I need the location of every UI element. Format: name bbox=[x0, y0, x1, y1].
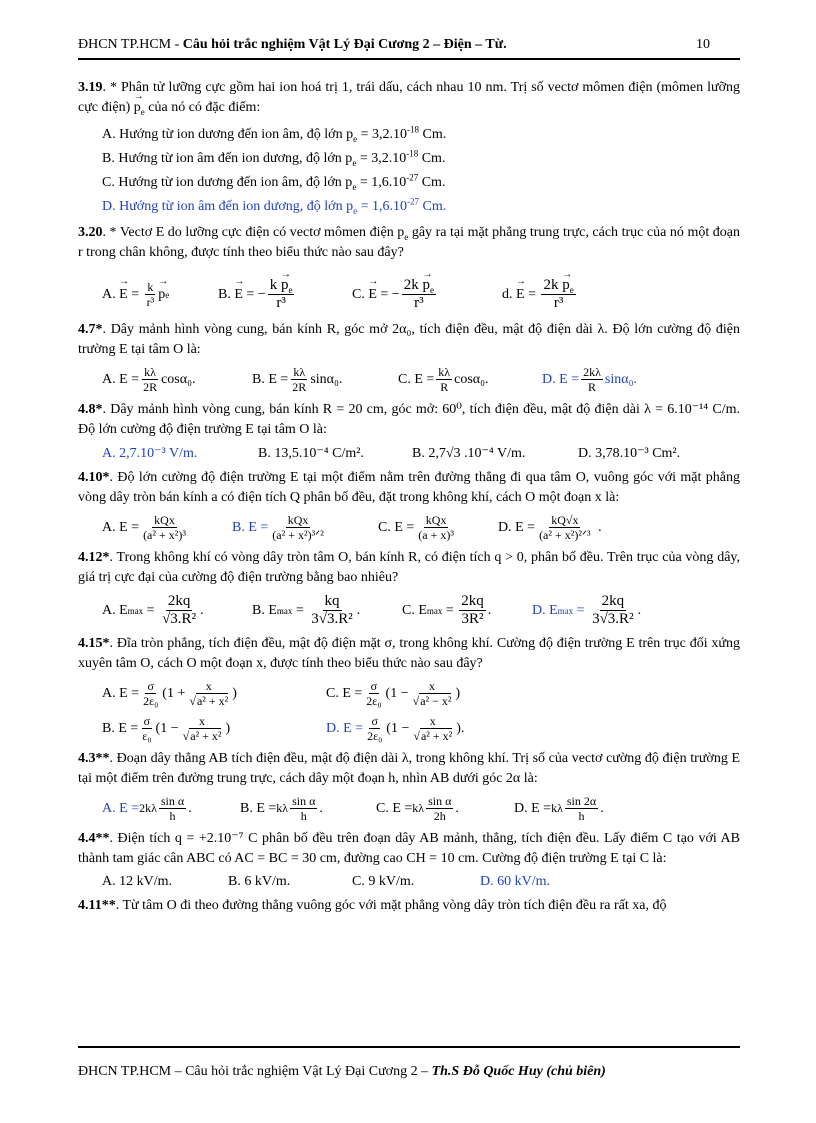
options-4-15-row2 bbox=[102, 714, 740, 743]
question-text-end: gây ra tại mặt phẳng trung trực, cách trục của nó một đoạn r trong chân không, được tính theo biểu thức nào sau đây? bbox=[78, 225, 740, 260]
page-body bbox=[78, 78, 740, 921]
question-4-7 bbox=[78, 320, 740, 360]
question-text: . Từ tâm O đi theo đường thẳng vuông góc với mặt phẳng vòng dây tròn tích điện đều ra rất xa, độ bbox=[115, 898, 667, 913]
option-d-answer[interactable]: D. Hướng từ ion âm đến ion dương, độ lớn $p_e = 1,6.10^{-27}$ Cm. bbox=[102, 196, 447, 216]
option-b[interactable]: B. E = $\frac{\sigma}{\text{ε₀}}$ (1 − $\frac{x}{\text{√a² + x²}}$ ) bbox=[102, 714, 231, 743]
question-3-19: 3.19. * Phân tử lưỡng cực gồm hai ion hoá trị 1, trái dấu, cách nhau 10 nm. Trị số vectơ mômen điện (mômen lưỡng cực điện) → $p_e$ của nó có đặc điểm: bbox=[78, 78, 740, 118]
header-title: Câu hỏi trắc nghiệm Vật Lý Đại Cương 2 – Điện – Từ. bbox=[182, 37, 507, 52]
page-footer bbox=[78, 1046, 740, 1080]
document-page bbox=[78, 34, 740, 1094]
option-c[interactable]: C. Hướng từ ion dương đến ion âm, độ lớn $p_e = 1,6.10^{-27}$ Cm. bbox=[102, 172, 446, 192]
question-text: . Điện tích q = +2.10⁻⁷ C phân bố đều trên đoạn dây AB mảnh, thẳng, tích điện đều. Lấy điểm C tạo với AB thành tam giác cân ABC có AC = BC = 30 cm, đường cao CH = 10 cm. Cường độ điện trường E tại C là: bbox=[78, 831, 740, 866]
question-text: . Độ lớn cường độ điện trường E tại một điểm nằm trên đường thẳng đi qua tâm O, vuông góc với mặt phẳng vòng dây tròn bán kính a có điện tích Q phân bố đều, đặt trong không khí, cách O một đoạn x là: bbox=[78, 470, 740, 505]
option-c[interactable]: C. E = $\frac{\sigma}{\text{2ε₀}}$ (1 − $\frac{x}{\text{√a² − x²}}$ ) bbox=[326, 679, 461, 708]
option-b[interactable]: B. 13,5.10⁻⁴ C/m². bbox=[258, 446, 364, 461]
option-b[interactable]: B. 6 kV/m. bbox=[228, 874, 291, 889]
question-number: 4.15* bbox=[78, 636, 110, 651]
question-number: 4.10* bbox=[78, 470, 110, 485]
page-header bbox=[78, 34, 740, 60]
question-text: . Dây mảnh hình vòng cung, bán kính R = 20 cm, góc mở: 60⁰, tích điện đều, mật độ điện dài λ = 6.10⁻¹⁴ C/m. Độ lớn cường độ điện trường E tại tâm O là: bbox=[78, 402, 740, 437]
page-number: 10 bbox=[696, 37, 710, 52]
option-c[interactable]: C. E = $\frac{k\lambda}{R}$ cosα₀. bbox=[398, 365, 489, 394]
vector-p-symbol: → p bbox=[134, 98, 141, 118]
question-4-4 bbox=[78, 829, 740, 869]
option-c[interactable]: C. E = $\frac{\text{kQx}}{\text{(a + x)³}}$ bbox=[378, 513, 454, 542]
question-number: 4.4** bbox=[78, 831, 110, 846]
option-d-answer[interactable]: D. E = $\frac{\sigma}{\text{2ε₀}}$ (1 − $\frac{x}{\text{√a² + x²}}$ ). bbox=[326, 714, 465, 743]
option-b[interactable]: B. → E = − $\frac{k \to p_e}{\text{r³}}$ bbox=[218, 277, 352, 312]
option-c[interactable]: B. 2,7√3 .10⁻⁴ V/m. bbox=[412, 446, 526, 461]
option-a[interactable]: A. E max = $\frac{2kq}{\text{√3.R²}}$ . bbox=[102, 593, 204, 627]
question-number: 4.3** bbox=[78, 751, 110, 766]
option-d-answer[interactable]: D. 60 kV/m. bbox=[480, 874, 550, 889]
option-d-answer[interactable]: D. E max = $\frac{2kq}{\text{3√3.R²}}$ . bbox=[532, 593, 642, 627]
option-a-answer[interactable]: A. E = 2kλ $\frac{\text{sin α}}{h}$ . bbox=[102, 794, 192, 823]
option-a[interactable]: A. → E = $\frac{k}{\text{r³}}$ → p e bbox=[102, 280, 218, 309]
question-4-15 bbox=[78, 634, 740, 674]
question-text: . * Phân tử lưỡng cực gồm hai ion hoá trị 1, trái dấu, cách nhau 10 nm. Trị số vectơ mômen điện (mômen lưỡng cực điện) bbox=[78, 80, 740, 115]
option-c[interactable]: C. E max = $\frac{2kq}{\text{3R²}}$ . bbox=[402, 593, 492, 627]
options-4-10 bbox=[102, 513, 740, 542]
option-c[interactable]: C. 9 kV/m. bbox=[352, 874, 415, 889]
question-4-8 bbox=[78, 400, 740, 440]
question-number: 4.7* bbox=[78, 322, 103, 337]
footer-author: Th.S Đỗ Quốc Huy (chủ biên) bbox=[431, 1064, 606, 1079]
options-4-8 bbox=[102, 445, 740, 462]
options-3-19 bbox=[102, 123, 740, 219]
question-number: 4.12* bbox=[78, 550, 110, 565]
option-c[interactable]: C. → E = − $\frac{2k \to p_e}{\text{r³}}$ bbox=[352, 277, 502, 312]
options-4-4 bbox=[102, 874, 740, 890]
option-b[interactable]: B. Hướng từ ion âm đến ion dương, độ lớn $p_e = 3,2.10^{-18}$ Cm. bbox=[102, 148, 446, 168]
option-a[interactable]: A. 12 kV/m. bbox=[102, 874, 172, 889]
option-d-answer[interactable]: D. E = $\frac{2k\lambda}{R}$ sinα₀. bbox=[542, 365, 637, 394]
option-b[interactable]: B. E = kλ $\frac{\text{sin α}}{h}$ . bbox=[240, 794, 323, 823]
question-text: . Đĩa tròn phẳng, tích điện đều, mật độ điện mặt σ, trong không khí. Cường độ điện trường E trên trục đối xứng xuyên tâm O, cách O một đoạn x, được tính theo biểu thức nào sau đây? bbox=[78, 636, 740, 671]
option-c[interactable]: C. E = kλ $\frac{\text{sin α}}{2h}$ . bbox=[376, 794, 459, 823]
header-left-plain: ĐHCN TP.HCM - bbox=[78, 37, 183, 52]
options-4-7 bbox=[102, 365, 740, 394]
footer-text: ĐHCN TP.HCM – Câu hỏi trắc nghiệm Vật Lý Đại Cương 2 – bbox=[78, 1064, 432, 1079]
option-d[interactable]: D. 3,78.10⁻³ Cm². bbox=[578, 446, 681, 461]
options-3-20 bbox=[102, 277, 740, 312]
option-a[interactable]: A. E = $\frac{k\lambda}{2R}$ cosα₀. bbox=[102, 365, 196, 394]
options-4-3 bbox=[102, 794, 740, 823]
question-4-10 bbox=[78, 468, 740, 508]
options-4-15-row1 bbox=[102, 679, 740, 708]
option-d[interactable]: D. E = kλ $\frac{\sin 2\alpha}{h}$ . bbox=[514, 794, 604, 823]
question-4-12 bbox=[78, 548, 740, 588]
option-b-answer[interactable]: B. E = $\frac{\text{kQx}}{\text{(a² + x²)³ᐟ²}}$ bbox=[232, 513, 324, 542]
option-a[interactable]: A. E = $\frac{\sigma}{\text{2ε₀}}$ (1 + $\frac{x}{\text{√a² + x²}}$ ) bbox=[102, 679, 237, 708]
question-number: 3.19 bbox=[78, 80, 103, 95]
option-a-answer[interactable]: A. 2,7.10⁻³ V/m. bbox=[102, 446, 198, 461]
question-3-20: 3.20. * Vectơ E do lưỡng cực điện có vectơ mômen điện $p_e$ gây ra tại mặt phẳng trung trực, cách trục của nó một đoạn r trong chân không, được tính theo biểu thức nào sau đây? bbox=[78, 225, 740, 260]
question-4-11 bbox=[78, 896, 740, 916]
option-a[interactable]: A. E = $\frac{\text{kQx}}{\text{(a² + x²)³}}$ bbox=[102, 513, 186, 542]
option-a[interactable]: A. Hướng từ ion dương đến ion âm, độ lớn $p_e = 3,2.10^{-18}$ Cm. bbox=[102, 124, 447, 144]
question-text: . Dây mảnh hình vòng cung, bán kính R, góc mở 2α₀, tích điện đều, mật độ điện dài λ. Độ lớn cường độ điện trường E tại tâm O là: bbox=[78, 322, 740, 357]
question-number: 3.20 bbox=[78, 225, 103, 240]
question-number: 4.11** bbox=[78, 898, 116, 913]
question-text: . * Vectơ E do lưỡng cực điện có vectơ mômen điện p bbox=[102, 225, 405, 240]
option-d[interactable]: D. E = $\frac{kQ√x}{\text{(a² + x²)²ᐟ³}}$ . bbox=[498, 513, 602, 542]
question-text: . Trong không khí có vòng dây tròn tâm O, bán kính R, có điện tích q > 0, phân bố đều. Trên trục của vòng dây, giá trị cực đại của cường độ điện trường bằng bao nhiêu? bbox=[78, 550, 740, 585]
options-4-12 bbox=[102, 593, 740, 628]
option-b[interactable]: B. E = $\frac{k\lambda}{2R}$ sinα₀. bbox=[252, 365, 343, 394]
option-b[interactable]: B. E max = $\frac{kq}{\text{3√3.R²}}$ . bbox=[252, 593, 361, 627]
question-text: . Đoạn dây thẳng AB tích điện đều, mật độ điện dài λ, trong không khí. Trị số của vectơ cường độ điện trường E tại một điểm trên đường trung trực, cách dây một đoạn h, nhìn AB dưới góc 2α là: bbox=[78, 751, 740, 786]
question-text-end: của nó có đặc điểm: bbox=[144, 100, 261, 115]
option-d[interactable]: d. → E = $\frac{2k \to p_e}{\text{r³}}$ bbox=[502, 277, 642, 312]
question-number: 4.8* bbox=[78, 402, 103, 417]
question-4-3 bbox=[78, 749, 740, 789]
